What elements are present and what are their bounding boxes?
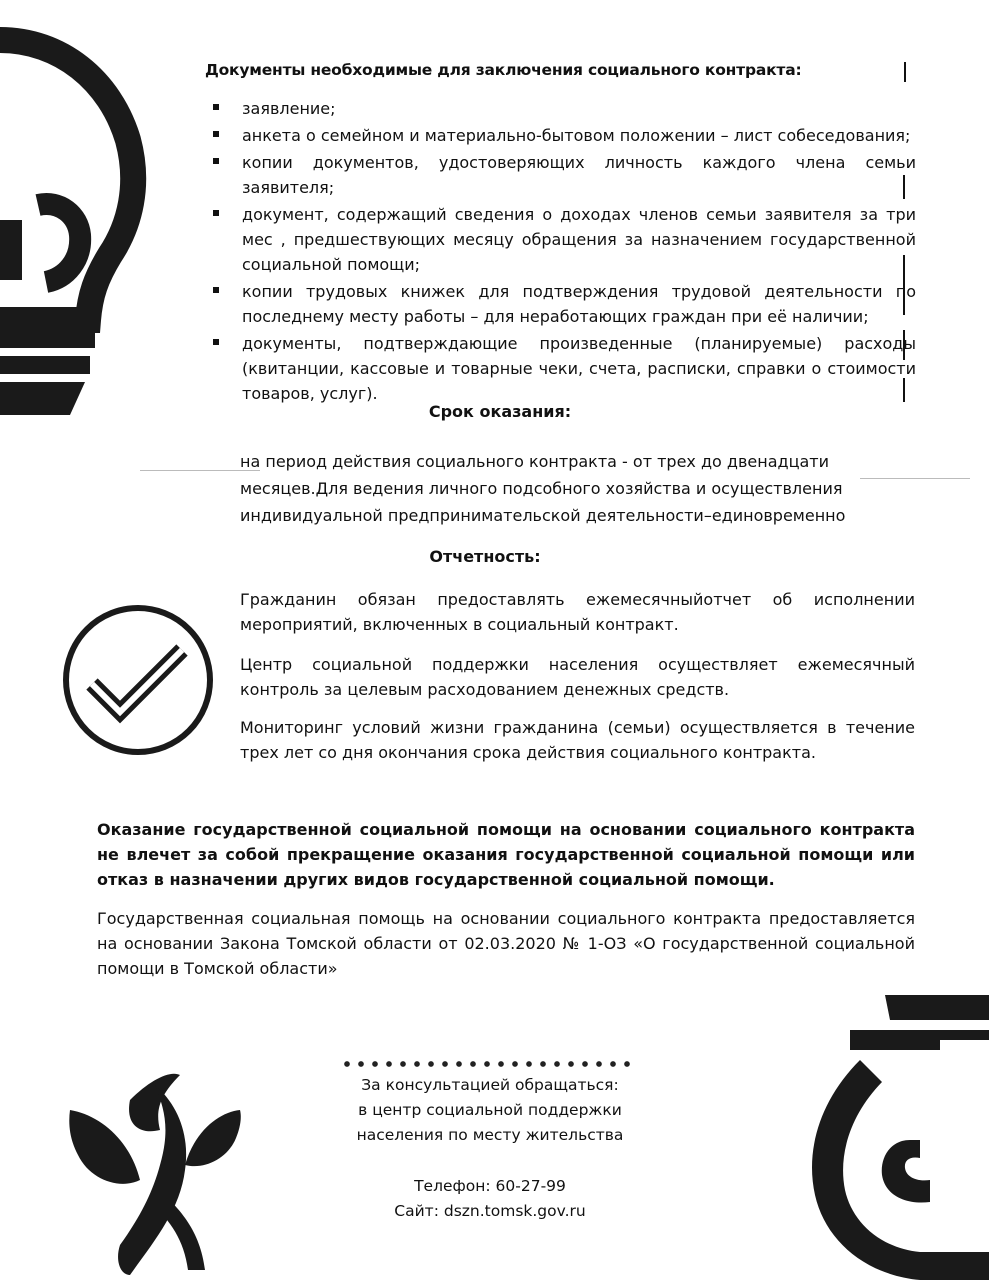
spacer bbox=[330, 1148, 650, 1174]
list-item: копии трудовых книжек для подтверждения трудовой деятельности по последнему месту работы – для неработающих граждан при её наличии; bbox=[210, 279, 916, 329]
list-item: копии документов, удостоверяющих личность каждого члена семьи заявителя; bbox=[210, 150, 916, 200]
report-paragraph: Центр социальной поддержки населения осуществляет ежемесячный контроль за целевым расходованием денежных средств. bbox=[240, 655, 915, 699]
contact-line: в центр социальной поддержки bbox=[358, 1101, 622, 1119]
law-text: Государственная социальная помощь на основании социального контракта предоставляется на основании Закона Томской области от 02.03.2020 № 1-ОЗ «О государственной социальной помощи в Томской области» bbox=[97, 909, 915, 978]
list-item: документ, содержащий сведения о доходах членов семьи заявителя за три мес , предшествующих месяцу обращения за назначением государственной социальной помощи; bbox=[210, 202, 916, 277]
contact-phone: Телефон: 60-27-99 bbox=[414, 1177, 566, 1195]
report-paragraph: Гражданин обязан предоставлять ежемесячныйотчет об исполнении мероприятий, включенных в социальный контракт. bbox=[240, 590, 915, 634]
documents-list bbox=[210, 96, 916, 408]
contact-line: За консультацией обращаться: bbox=[361, 1076, 619, 1094]
lightbulb-icon bbox=[0, 20, 150, 430]
page-title: Документы необходимые для заключения социального контракта: bbox=[205, 61, 802, 79]
contact-line: населения по месту жительства bbox=[356, 1126, 624, 1144]
report-paragraph: Мониторинг условий жизни гражданина (семьи) осуществляется в течение трех лет со дня окончания срока действия социального контракта. bbox=[240, 718, 915, 762]
dotted-divider bbox=[340, 1058, 630, 1070]
list-item: анкета о семейном и материально-бытовом положении – лист собеседования; bbox=[210, 123, 916, 148]
section-title-term: Срок оказания: bbox=[428, 402, 572, 421]
leaf-logo-icon bbox=[60, 1070, 250, 1280]
list-item: документы, подтверждающие произведенные (планируемые) расходы (квитанции, кассовые и товарные чеки, счета, расписки, справки о стоимости товаров, услуг). bbox=[210, 331, 916, 406]
margin-mark bbox=[904, 62, 906, 82]
checkmark-circle-icon bbox=[58, 600, 218, 760]
term-text: на период действия социального контракта - от трех до двенадцати месяцев.Для ведения личного подсобного хозяйства и осуществления индивидуальной предпринимательской деятельности–единовременно bbox=[240, 452, 846, 525]
notice-bold: Оказание государственной социальной помощи на основании социального контракта не влечет за собой прекращение оказания государственной социальной помощи или отказ в назначении других видов государственной социальной помощи. bbox=[97, 820, 915, 889]
lightbulb-icon bbox=[790, 990, 989, 1280]
contact-block bbox=[330, 1073, 650, 1224]
section-title-report: Отчетность: bbox=[429, 547, 541, 566]
contact-site: Сайт: dszn.tomsk.gov.ru bbox=[394, 1202, 586, 1220]
list-item: заявление; bbox=[210, 96, 916, 121]
